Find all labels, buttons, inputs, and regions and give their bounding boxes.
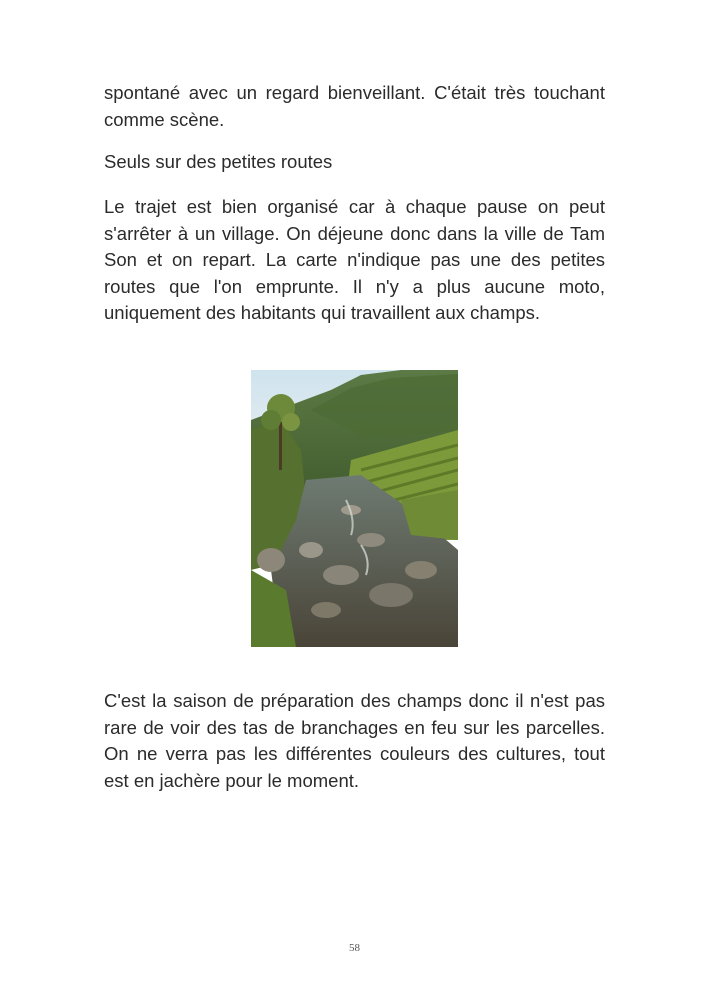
paragraph-1: spontané avec un regard bienveillant. C'était très touchant comme scène. [104, 82, 605, 130]
stream-photo [251, 370, 458, 647]
page-number: 58 [349, 942, 360, 954]
section-heading: Seuls sur des petites routes [104, 151, 333, 172]
paragraph-2: Le trajet est bien organisé car à chaque pause on peut s'arrêter à un village. On déjeune donc dans la ville de Tam Son et on repart. La carte n'indique pas une des petites routes que l'on emprunte. Il n'y a plus aucune moto, uniquement des habitants qui travaillent aux champs. [104, 196, 605, 324]
paragraph-3: C'est la saison de préparation des champs donc il n'est pas rare de voir des tas de branchages en feu sur les parcelles. On ne verra pas les différentes couleurs des cultures, tout est en jachère pour le moment. [104, 690, 605, 791]
